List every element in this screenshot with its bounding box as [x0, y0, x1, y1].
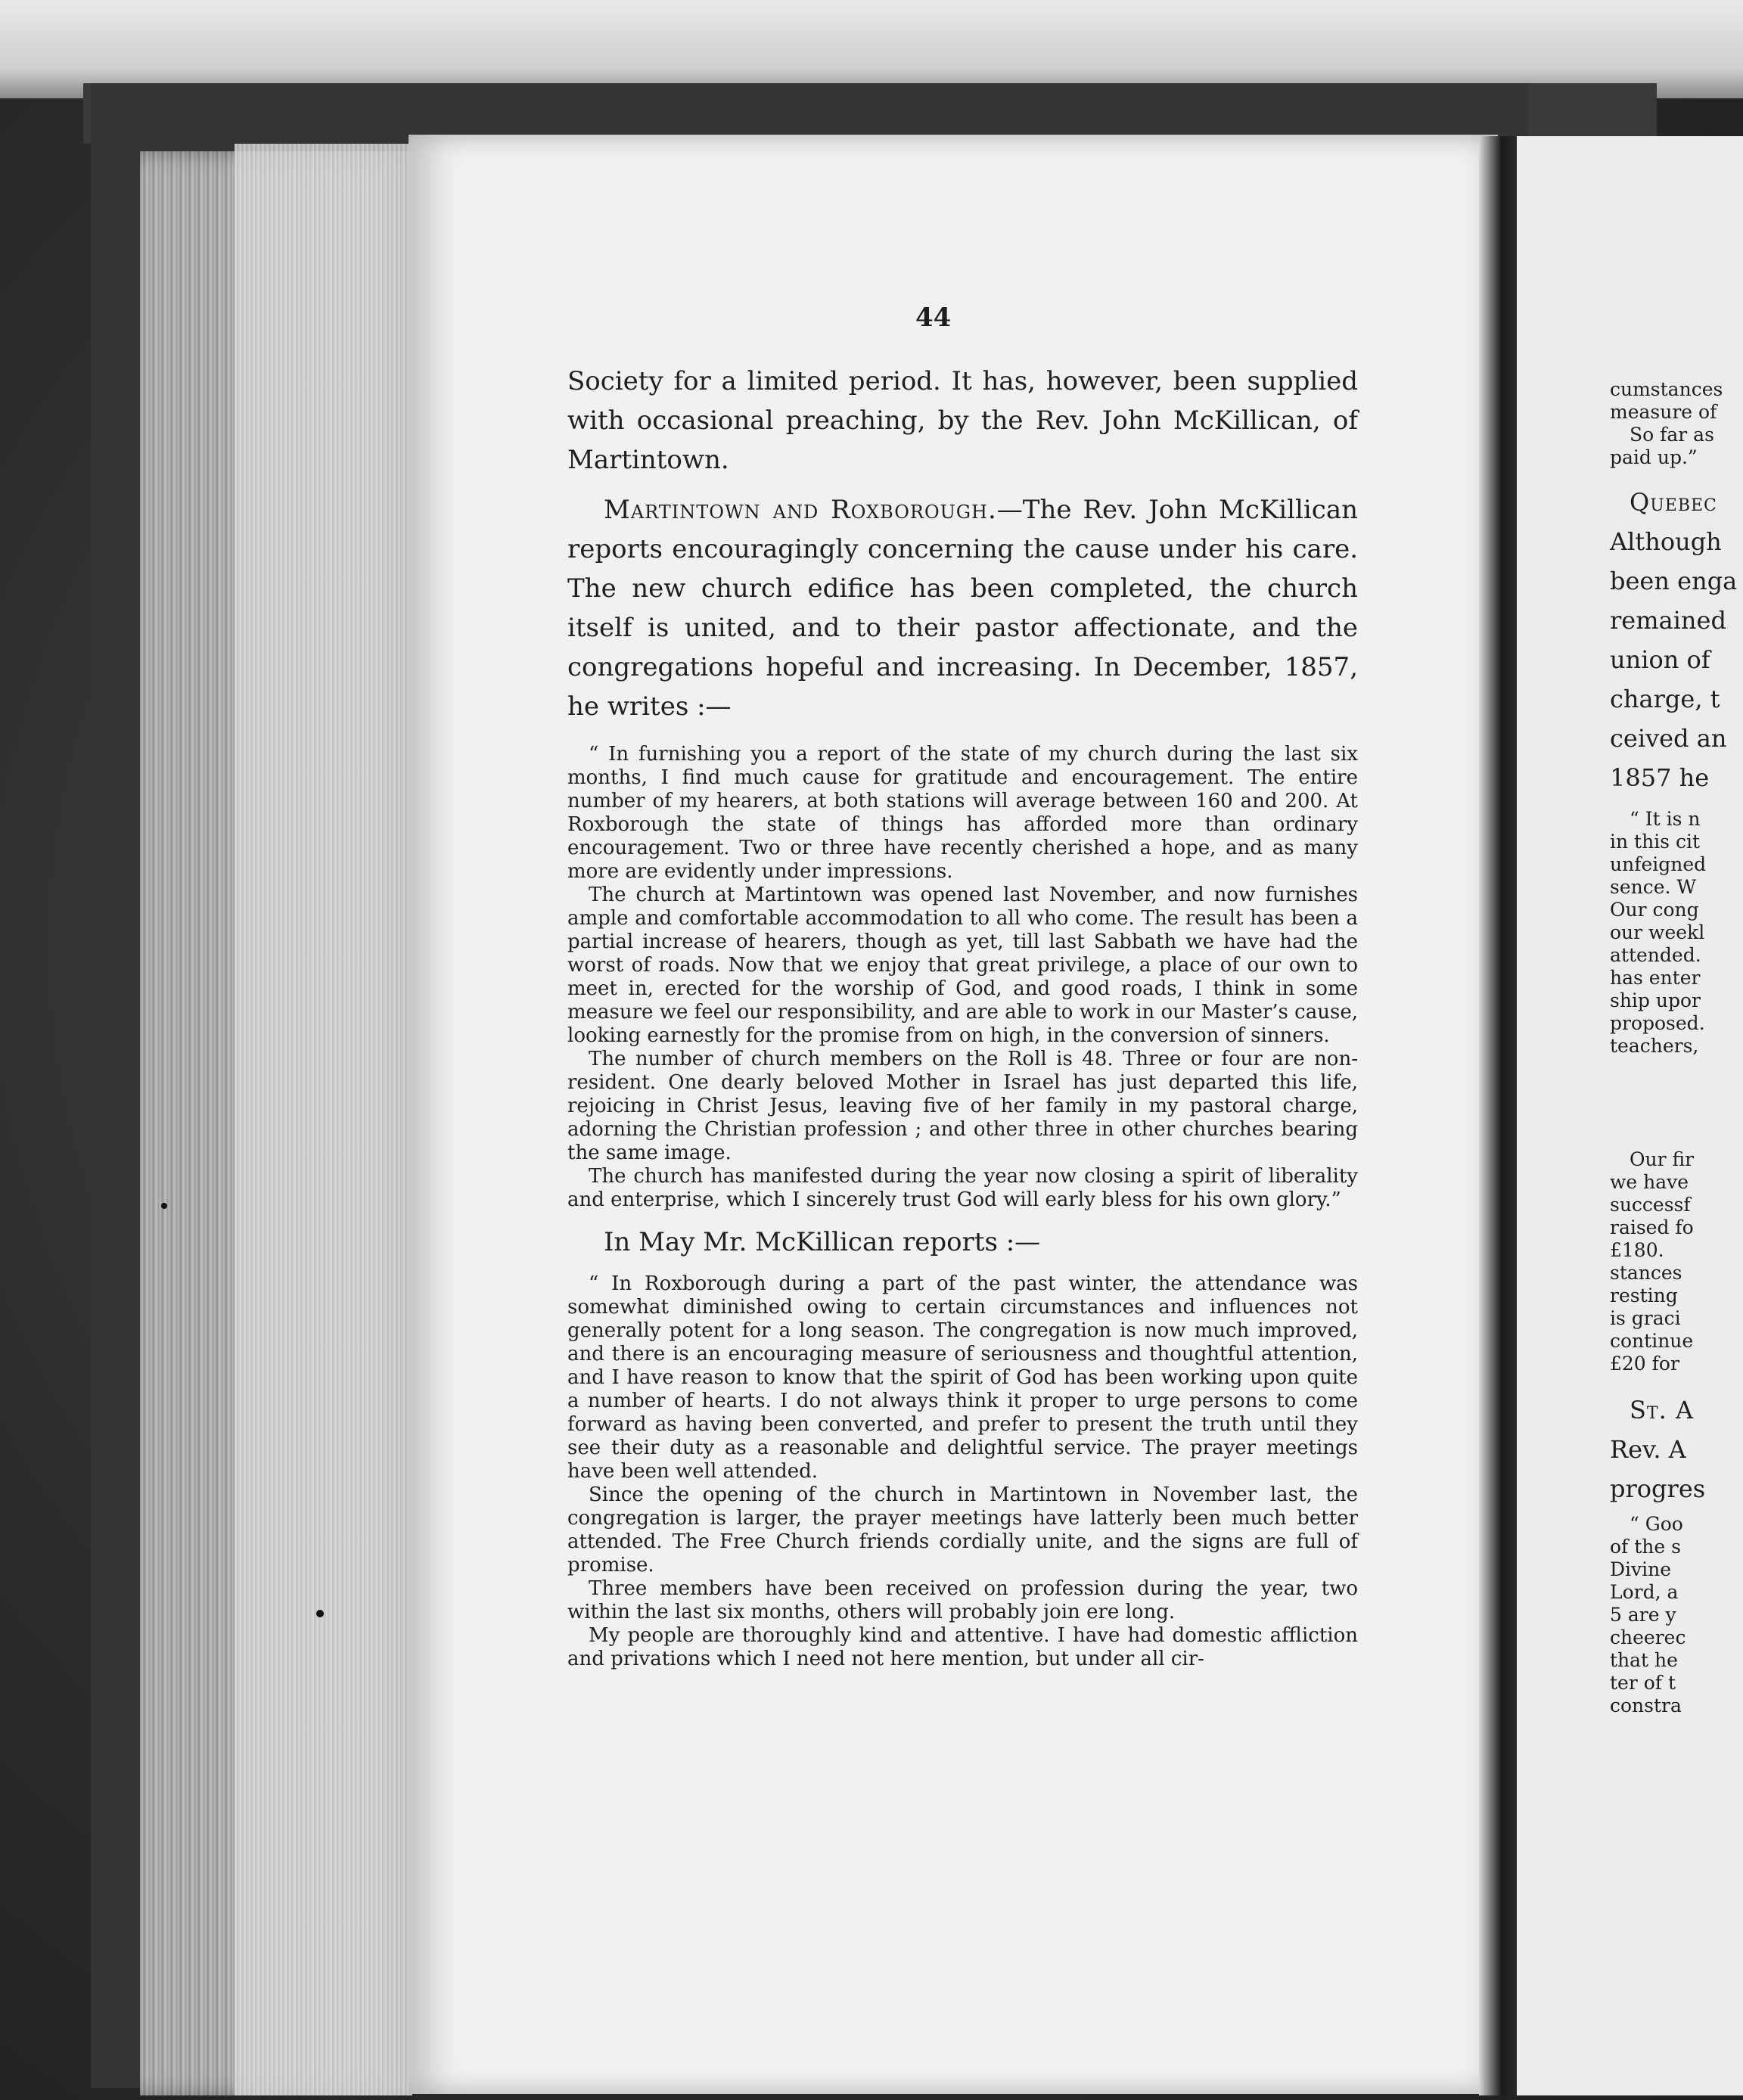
right-line: constra	[1610, 1695, 1682, 1716]
right-heading-st-a: St. A	[1630, 1396, 1695, 1424]
scan-speck	[316, 1610, 324, 1617]
right-block-f	[1610, 1513, 1743, 1717]
quote-december-para-1: “ In furnishing you a report of the state of my church during the last six months, I find much cause for gratitude and encouragement. The entire number of my hearers, at both stations will average between 160 and 200. At Roxborough the state of things has afforded more than ordinary encouragement. Two or three have recently cherished a hope, and as many more are evidently under impressions.	[567, 743, 1358, 883]
right-line: Although	[1610, 527, 1722, 556]
right-page-text-fragment	[1610, 378, 1743, 1717]
right-line: £20 for	[1610, 1353, 1679, 1375]
right-line: sence. W	[1610, 876, 1697, 898]
right-line: remained	[1610, 606, 1726, 635]
right-line: measure of	[1610, 401, 1717, 423]
right-line: been enga	[1610, 567, 1738, 595]
right-line: progres	[1610, 1474, 1706, 1503]
book-page-edges-inner	[235, 144, 412, 2095]
quote-may-para-1: “ In Roxborough during a part of the past winter, the attendance was somewhat diminished owing to certain circumstances and influences not generally potent for a long season. The congregation is now much improved, and there is an encouraging measure of seriousness and thoughtful attention, and I have reason to know that the spirit of God has been working upon quite a number of hearts. I do not always think it proper to urge persons to come forward as having been converted, and prefer to present the truth until they see their duty as a reasonable and delightful service. The prayer meetings have been well attended.	[567, 1272, 1358, 1483]
right-line: stances	[1610, 1262, 1682, 1284]
right-heading-quebec: Quebec	[1630, 488, 1717, 517]
right-line: Divine	[1610, 1558, 1672, 1580]
book-gutter	[1479, 136, 1517, 2095]
quote-december-para-4: The church has manifested during the year now closing a spirit of liberality and enterprise, which I sincerely trust God will early bless for his own glory.”	[567, 1165, 1358, 1211]
quote-may	[567, 1272, 1358, 1671]
right-line: 5 are y	[1610, 1604, 1676, 1626]
paragraph-martintown-body: —The Rev. John McKillican reports encouragingly concerning the cause under his care. The new church edifice has been completed, the church itself is united, and to their pastor affectionate, and the congregations hopeful and increasing. In December, 1857, he writes :—	[567, 495, 1358, 722]
right-line: unfeigned	[1610, 853, 1707, 875]
right-line: we have	[1610, 1171, 1689, 1193]
right-line: our weekl	[1610, 921, 1705, 943]
right-line: successf	[1610, 1194, 1691, 1216]
right-line: 1857 he	[1610, 763, 1710, 792]
right-line: union of	[1610, 645, 1710, 674]
right-line: Our cong	[1610, 899, 1699, 921]
left-page-text	[567, 362, 1358, 1671]
right-line: “ It is n	[1630, 808, 1701, 830]
quote-december-para-3: The number of church members on the Roll is 48. Three or four are non-resident. One dearly beloved Mother in Israel has just departed this life, rejoicing in Christ Jesus, leaving five of her family in my pastoral charge, adorning the Christian profession ; and other three in other churches bearing the same image.	[567, 1048, 1358, 1164]
right-line: raised fo	[1610, 1216, 1694, 1238]
right-line: So far as	[1630, 424, 1714, 446]
right-line: ter of t	[1610, 1672, 1676, 1694]
right-line: teachers,	[1610, 1035, 1699, 1057]
right-line: Lord, a	[1610, 1581, 1679, 1603]
right-block-c	[1610, 808, 1743, 1058]
quote-december	[567, 743, 1358, 1212]
right-block-e	[1610, 1390, 1743, 1508]
paragraph-society: Society for a limited period. It has, however, been supplied with occasional preaching, by the Rev. John McKillican, of Martintown.	[567, 366, 1358, 475]
right-line: of the s	[1610, 1536, 1681, 1558]
right-line: resting	[1610, 1285, 1678, 1306]
right-line: attended.	[1610, 944, 1701, 966]
right-line: £180.	[1610, 1239, 1664, 1261]
paragraph-martintown	[567, 490, 1358, 726]
right-line: paid up.”	[1610, 446, 1698, 468]
quote-december-para-2: The church at Martintown was opened last November, and now furnishes ample and comfortable accommodation to all who come. The result has been a partial increase of hearers, though as yet, till last Sabbath we have had the worst of roads. Now that we enjoy that great privilege, a place of our own to meet in, erected for the worship of God, and good roads, I think in some measure we feel our responsibility, and are able to work in our Master’s cause, looking earnestly for the promise from on high, in the conversion of sinners.	[567, 884, 1358, 1047]
scan-speck	[161, 1203, 167, 1209]
page-number: 44	[915, 303, 952, 333]
right-line: in this cit	[1610, 831, 1701, 853]
right-line: that he	[1610, 1649, 1678, 1671]
right-line: continue	[1610, 1330, 1694, 1352]
right-line: Rev. A	[1610, 1435, 1686, 1464]
right-line: charge, t	[1610, 685, 1720, 713]
right-line: proposed.	[1610, 1012, 1705, 1034]
right-block-d	[1610, 1148, 1743, 1375]
paragraph-may-report: In May Mr. McKillican reports :—	[604, 1227, 1041, 1257]
quote-may-para-2: Since the opening of the church in Martintown in November last, the congregation is larger, the prayer meetings have latterly been much better attended. The Free Church friends cordially unite, and the signs are full of promise.	[567, 1483, 1358, 1577]
right-line: Our fir	[1630, 1148, 1695, 1170]
right-line: is graci	[1610, 1307, 1681, 1329]
right-line: cheerec	[1610, 1626, 1686, 1648]
right-line: “ Goo	[1630, 1513, 1683, 1535]
right-line: cumstances	[1610, 378, 1723, 400]
section-heading-martintown: Martintown and Roxborough.	[604, 495, 997, 525]
right-block-b	[1610, 483, 1743, 797]
quote-may-para-4: My people are thoroughly kind and attentive. I have had domestic affliction and privations which I need not here mention, but under all cir-	[567, 1624, 1358, 1670]
right-line: has enter	[1610, 967, 1701, 989]
right-line: ship upor	[1610, 989, 1701, 1011]
right-block-a	[1610, 378, 1743, 469]
right-line: ceived an	[1610, 724, 1727, 753]
quote-may-para-3: Three members have been received on profession during the year, two within the last six months, others will probably join ere long.	[567, 1577, 1358, 1623]
